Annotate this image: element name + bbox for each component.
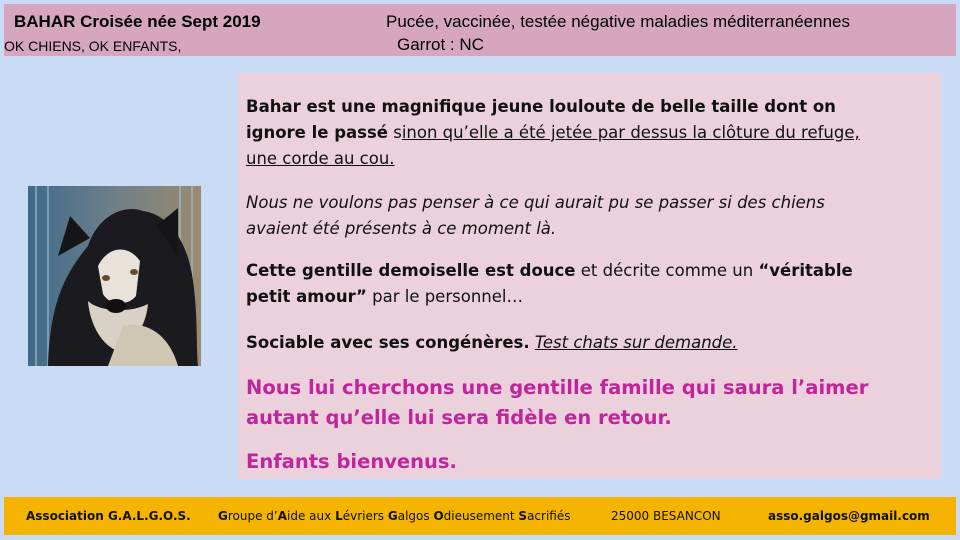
acronym-g: G: [218, 509, 228, 523]
sociability-bold: Sociable avec ses congénères.: [246, 333, 530, 352]
temperament-bold: Cette gentille demoiselle est douce: [246, 261, 576, 280]
acronym-g2: G: [387, 509, 398, 523]
word-odieusement: dieusement: [443, 509, 519, 523]
word-galgos: algos: [397, 509, 434, 523]
word-groupe: roupe d’: [227, 509, 278, 523]
dog-photo-illustration: [28, 186, 201, 366]
footer-banner: [4, 497, 956, 535]
temperament-paragraph: [246, 258, 886, 310]
acronym-o: O: [433, 509, 444, 523]
word-levriers: évriers: [342, 509, 388, 523]
health-status-line: Pucée, vaccinée, testée négative maladies méditerranéennes: [386, 12, 851, 31]
dog-photo: [28, 186, 201, 366]
description-card: [238, 73, 941, 479]
acronym-a: A: [277, 509, 288, 523]
acronym-s: S: [518, 509, 528, 523]
family-wanted-paragraph: Nous lui cherchons une gentille famille qui saura l’aimer autant qu’elle lui sera fidèle en retour.: [246, 376, 869, 429]
temperament-end: par le personnel…: [366, 287, 523, 306]
intro-s: s: [388, 123, 402, 142]
height-line: Garrot : NC: [397, 35, 484, 54]
temperament-quote: “véritable petit amour”: [246, 261, 853, 306]
association-name: Association G.A.L.G.O.S.: [26, 509, 191, 523]
word-sacrifies: acrifiés: [527, 509, 571, 523]
children-welcome-line: Enfants bienvenus.: [246, 450, 457, 473]
sociability-paragraph: [246, 330, 886, 356]
contact-email[interactable]: asso.galgos@gmail.com: [768, 509, 930, 523]
association-full-name: [218, 509, 571, 523]
dog-name-title: BAHAR Croisée née Sept 2019: [14, 12, 261, 31]
compatibility-line: OK CHIENS, OK ENFANTS,: [4, 38, 182, 54]
acronym-l: L: [335, 509, 343, 523]
word-aide: ide aux: [287, 509, 336, 523]
intro-underlined: inon qu’elle a été jetée par dessus la clôture du refuge, une corde au cou.: [246, 123, 860, 168]
intro-bold: Bahar est une magnifique jeune louloute de belle taille dont on ignore le passé: [246, 97, 836, 142]
city-address: 25000 BESANCON: [611, 509, 721, 523]
cat-test-note: Test chats sur demande.: [534, 333, 738, 352]
temperament-mid: et décrite comme un: [575, 261, 759, 280]
thought-paragraph: Nous ne voulons pas penser à ce qui aurait pu se passer si des chiens avaient été présents à ce moment là.: [246, 193, 825, 238]
header-banner: [4, 4, 956, 56]
intro-paragraph: [246, 94, 886, 172]
